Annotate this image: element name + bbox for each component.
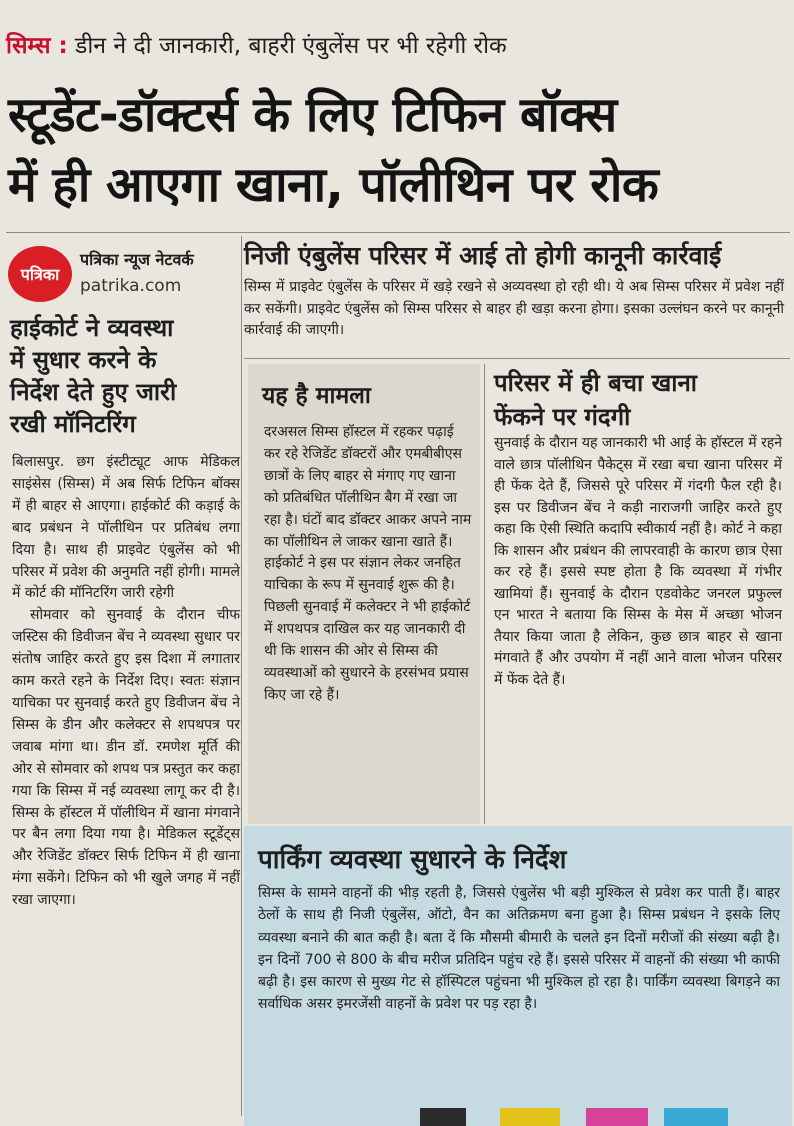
kicker-text: डीन ने दी जानकारी, बाहरी एंबुलेंस पर भी रहेगी रोक <box>75 33 507 59</box>
kicker-tag: सिम्स : <box>6 33 68 59</box>
headline-line-1: स्टूडेंट-डॉक्टर्स के लिए टिफिन बॉक्स <box>8 87 617 143</box>
byline-network: पत्रिका न्यूज नेटवर्क <box>80 250 194 269</box>
kicker-line <box>6 28 507 60</box>
left-body <box>12 452 240 912</box>
column-divider <box>484 364 485 824</box>
color-mark <box>664 1108 728 1126</box>
column-divider <box>241 236 242 1116</box>
left-paragraph: बिलासपुर. छग इंस्टीट्यूट आफ मेडिकल साइंसेस (सिम्स) में अब सिर्फ टिफिन बॉक्स में ही बाहर से आएगा। हाईकोर्ट की कड़ाई के बाद प्रबंधन ने पॉलीथिन पर प्रतिबंध लगा दिया है। साथ ही प्राइवेट एंबुलेंस को भी परिसर में प्रवेश की अनुमति नहीं होगी। मामले में कोर्ट की मॉनिटरिंग जारी रहेगी <box>12 454 240 602</box>
ambulance-heading: निजी एंबुलेंस परिसर में आई तो होगी कानूनी कार्रवाई <box>244 241 722 270</box>
color-mark <box>420 1108 466 1126</box>
left-heading-line: में सुधार करने के <box>10 346 157 374</box>
left-heading-line: निर्देश देते हुए जारी <box>10 378 177 406</box>
byline-site: patrika.com <box>80 276 182 296</box>
waste-heading-line: परिसर में ही बचा खाना <box>494 369 697 397</box>
left-heading-line: हाईकोर्ट ने व्यवस्था <box>10 314 174 342</box>
main-headline <box>8 80 788 220</box>
parking-heading: पार्किंग व्यवस्था सुधारने के निर्देश <box>258 845 567 875</box>
ambulance-text: सिम्स में प्राइवेट एंबुलेंस के परिसर में खड़े रखने से अव्यवस्था हो रही थी। ये अब सिम्स परिसर में प्रवेश नहीं कर सकेंगी। प्राइवेट एंबुलेंस को सिम्स परिसर से बाहर ही खड़ा करना होगा। इसका उल्लंघन करने पर कानूनी कार्रवाई की जाएगी। <box>244 279 784 339</box>
color-mark <box>500 1108 560 1126</box>
color-mark <box>586 1108 648 1126</box>
waste-text: सुनवाई के दौरान यह जानकारी भी आई के हॉस्टल में रहने वाले छात्र पॉलीथिन पैकेट्स में रखा बचा खाना परिसर में ही फेंक देते हैं, जिससे पूरे परिसर में गंदगी फैल रही है। इस पर डिवीजन बेंच ने कड़ी नाराजगी जाहिर करते हुए कहा कि ऐसी स्थिति कदापि स्वीकार्य नहीं है। कोर्ट ने कहा कि शासन और प्रबंधन की लापरवाही के कारण छात्र ऐसा कर रहे हैं। इससे स्पष्ट होता है कि व्यवस्था में गंभीर खामियां हैं। सुनवाई के दौरान एडवोकेट जनरल प्रफुल्ल एन भारत ने बताया कि सिम्स के मेस में अच्छा भोजन तैयार किया जाता है लेकिन, कुछ छात्र बाहर से खाना मंगवाते हैं और उपयोग में नहीं आने वाला भोजन परिसर में फेंक देते हैं। <box>494 435 782 688</box>
patrika-logo: पत्रिका <box>8 246 72 302</box>
case-text: दरअसल सिम्स हॉस्टल में रहकर पढ़ाई कर रहे रेजिडेंट डॉक्टरों और एमबीबीएस छात्रों के लिए बाहर से मंगाए गए खाना को प्रतिबंधित पॉलीथिन बैग में रखा जा रहा है। घंटों बाद डॉक्टर आकर अपने नाम का पॉलीथिन ले जाकर खाना खाते हैं। हाईकोर्ट ने इस पर संज्ञान लेकर जनहित याचिका के रूप में सुनवाई शुरू की है। पिछली सुनवाई में कलेक्टर ने भी हाईकोर्ट में शपथपत्र दाखिल कर यह जानकारी दी थी कि शासन की ओर से सिम्स की व्यवस्थाओं को सुधारने के हरसंभव प्रयास किए जा रहे हैं। <box>264 424 472 703</box>
case-heading: यह है मामला <box>262 383 371 409</box>
left-heading-line: रखी मॉनिटरिंग <box>10 410 136 438</box>
waste-heading <box>494 366 784 434</box>
waste-heading-line: फेंकने पर गंदगी <box>494 403 631 431</box>
left-heading <box>10 312 240 440</box>
headline-line-2: में ही आएगा खाना, पॉलीथिन पर रोक <box>8 157 659 213</box>
left-paragraph: सोमवार को सुनवाई के दौरान चीफ जस्टिस की डिवीजन बेंच ने व्यवस्था सुधार पर संतोष जाहिर करते हुए इस दिशा में लगातार काम करते रहने के निर्देश दिए। स्वतः संज्ञान याचिका पर सुनवाई करते हुए डिवीजन बेंच ने सिम्स के डीन और कलेक्टर से शपथपत्र पर जवाब मांगा था। डीन डॉ. रमणेश मूर्ति की ओर से सोमवार को शपथ पत्र प्रस्तुत कर कहा गया कि सिम्स में नई व्यवस्था लागू कर दी है। सिम्स के हॉस्टल में पॉलीथिन में खाना मंगवाने पर बैन लगा दिया गया है। मेडिकल स्टूडेंट्स और रेजिडेंट डॉक्टर सिर्फ टिफिन में ही खाना मंगा सकेंगे। टिफिन को भी खुले जगह में नहीं रखा जाएगा। <box>12 607 240 909</box>
parking-text: सिम्स के सामने वाहनों की भीड़ रहती है, जिससे एंबुलेंस भी बड़ी मुश्किल से प्रवेश कर पाती हैं। बाहर ठेलों के साथ ही निजी एंबुलेंस, ऑटो, वैन का अतिक्रमण बना हुआ है। सिम्स प्रबंधन ने इसके लिए व्यवस्था बनाने की बात कही है। बता दें कि मौसमी बीमारी के चलते इन दिनों मरीजों की संख्या बढ़ी है। इन दिनों 700 से 800 के बीच मरीज प्रतिदिन पहुंच रहे हैं। इससे परिसर में वाहनों की संख्या भी काफी बढ़ी है। इस कारण से मुख्य गेट से हॉस्पिटल पहुंचना भी मुश्किल हो रहा है। पार्किंग व्यवस्था बिगड़ने का सर्वाधिक असर इमरजेंसी वाहनों के प्रवेश पर पड़ रहा है। <box>258 885 780 1013</box>
divider <box>244 358 790 359</box>
divider <box>6 232 790 233</box>
